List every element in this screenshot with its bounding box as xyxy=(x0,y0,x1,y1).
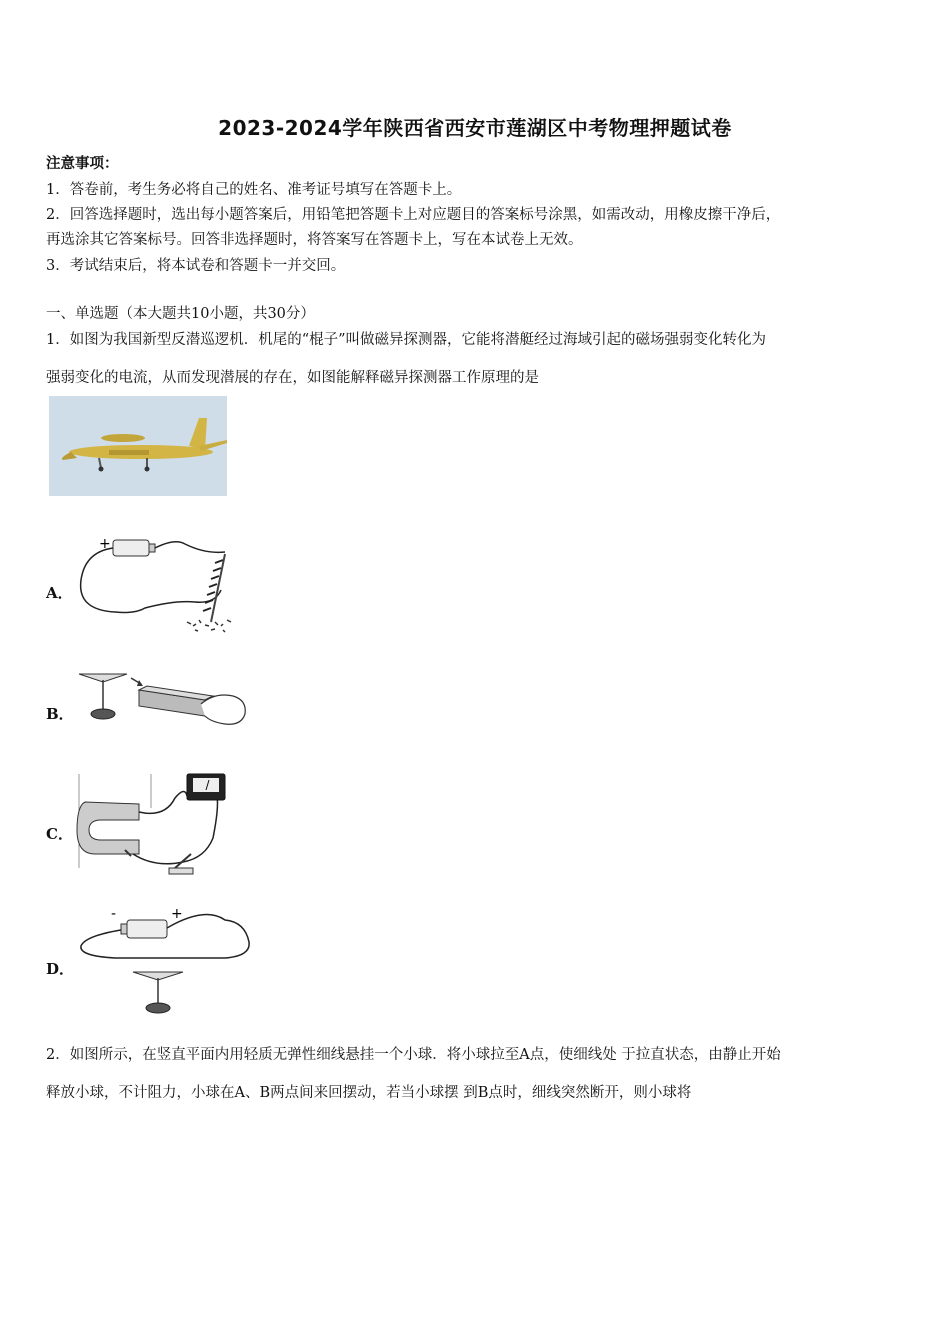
coil-nail xyxy=(211,554,225,622)
wire xyxy=(81,548,221,613)
option-d-label: D． xyxy=(46,960,75,978)
notice-item-3: 3．考试结束后，将本试卷和答题卡一并交回。 xyxy=(46,258,346,274)
option-a-label: A． xyxy=(46,584,73,602)
notice-item-2: 2．回答选择题时，选出每小题答案后，用铅笔把答题卡上对应题目的答案标号涂黑，如需改动，用橡皮擦干净后， xyxy=(46,207,781,223)
option-b-figure xyxy=(75,662,250,737)
option-d-figure xyxy=(75,900,255,1018)
question-2-line-1: 2．如图所示，在竖直平面内用轻质无弹性细线悬挂一个小球．将小球拉至A点，使细线处 于拉直状态，由静止开始 xyxy=(46,1047,781,1063)
battery-plus-sign: + xyxy=(99,536,111,552)
option-b-label: B． xyxy=(46,705,74,723)
notice-item-2-cont: 再选涂其它答案标号。回答非选择题时，将答案写在答题卡上，写在本试卷上无效。 xyxy=(46,232,583,248)
switch xyxy=(169,868,193,874)
plane-radome xyxy=(101,434,145,442)
battery-minus-sign: - xyxy=(111,906,117,922)
exam-title: 2023-2024学年陕西省西安市莲湖区中考物理押题试卷 xyxy=(218,116,732,140)
option-a-figure xyxy=(75,530,240,635)
wire-top xyxy=(155,542,225,553)
hand xyxy=(201,695,245,724)
battery-plus-sign-d: + xyxy=(171,906,183,922)
u-magnet xyxy=(77,802,139,854)
iron-filings xyxy=(187,620,231,632)
section-heading: 一、单选题（本大题共10小题，共30分） xyxy=(46,306,315,322)
notice-heading: 注意事项： xyxy=(46,155,119,172)
question-1-line-1: 1．如图为我国新型反潜巡逻机．机尾的“棍子”叫做磁异探测器，它能将潜艇经过海域引起的磁场强弱变化转化为 xyxy=(46,332,767,348)
patrol-plane-image xyxy=(49,396,227,496)
compass-base xyxy=(91,709,115,719)
notice-item-1: 1．答卷前，考生务必将自己的姓名、准考证号填写在答题卡上。 xyxy=(46,182,462,198)
plane-wing xyxy=(109,450,149,455)
option-c-label: C． xyxy=(46,825,73,843)
question-2-line-2: 释放小球，不计阻力，小球在A、B两点间来回摆动，若当小球摆 到B点时，细线突然断开，则小球将 xyxy=(46,1085,692,1101)
option-c-figure xyxy=(75,768,230,880)
question-1-line-2: 强弱变化的电流，从而发现潜展的存在，如图能解释磁异探测器工作原理的是 xyxy=(46,370,539,386)
compass-base-d xyxy=(146,1003,170,1013)
battery xyxy=(113,540,149,556)
battery-d xyxy=(127,920,167,938)
coil-windings xyxy=(203,560,223,611)
wires xyxy=(133,791,218,863)
